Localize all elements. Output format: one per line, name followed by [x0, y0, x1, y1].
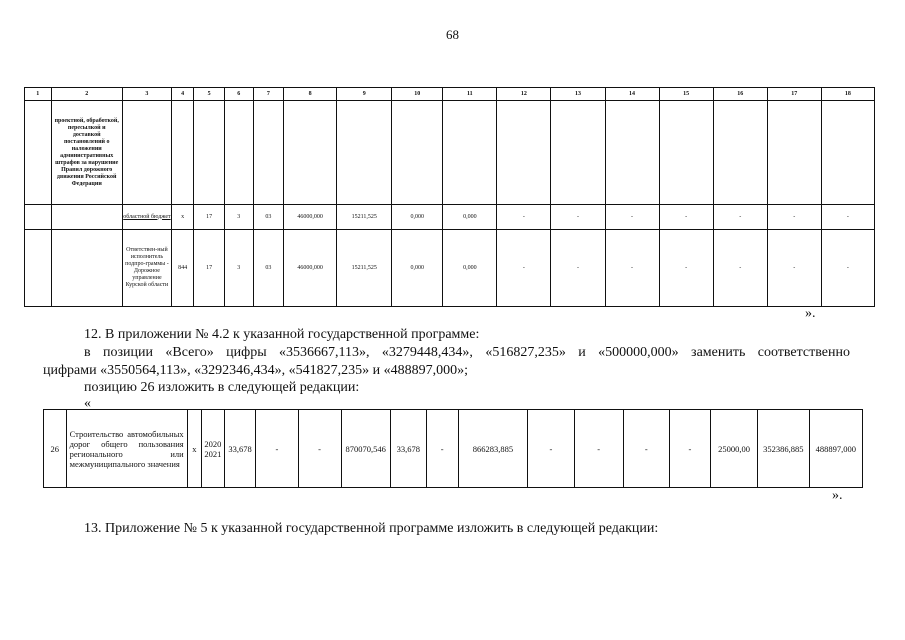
table-cell: 488897,000: [809, 410, 863, 488]
table-cell: 03: [253, 205, 284, 230]
page-number: 68: [446, 27, 459, 42]
table-cell: -: [767, 230, 821, 307]
table-cell: 15211,525: [337, 205, 392, 230]
table-cell: -: [821, 230, 874, 307]
table-cell: 3: [224, 205, 253, 230]
table-cell: -: [497, 205, 551, 230]
table-cell: -: [574, 410, 623, 488]
position-number: 26: [44, 410, 67, 488]
header-cell: 5: [194, 88, 225, 101]
table-cell: 870070,546: [341, 410, 390, 488]
opening-quote: «: [84, 396, 91, 411]
table-cell: 0,000: [443, 205, 497, 230]
paragraph-12-text-cont: цифрами «3550564,113», «3292346,434», «541827,235» и «488897,000»;: [43, 363, 468, 378]
header-cell: 10: [392, 88, 443, 101]
closing-quote: ».: [832, 488, 843, 503]
table-cell: -: [605, 230, 659, 307]
years-cell: 2020 2021: [202, 410, 225, 488]
paragraph-12-heading: 12. В приложении № 4.2 к указанной государственной программе:: [84, 327, 480, 342]
table-cell: х: [187, 410, 201, 488]
table-cell: -: [767, 205, 821, 230]
header-cell: 9: [337, 88, 392, 101]
table-cell: -: [426, 410, 458, 488]
table-cell: -: [713, 205, 767, 230]
budget-table: [24, 87, 875, 307]
header-cell: 11: [443, 88, 497, 101]
paragraph-13: 13. Приложение № 5 к указанной государственной программе изложить в следующей редакции:: [84, 521, 659, 536]
closing-quote: ».: [805, 306, 816, 321]
table-cell: 0,000: [392, 205, 443, 230]
header-cell: 3: [122, 88, 171, 101]
table-cell: -: [528, 410, 574, 488]
header-cell: 6: [224, 88, 253, 101]
table-row: [25, 205, 875, 230]
header-cell: 17: [767, 88, 821, 101]
table-cell: -: [669, 410, 710, 488]
position-26-table: [43, 409, 863, 488]
table-cell: 33,678: [224, 410, 256, 488]
source-label: областной бюджет: [122, 205, 171, 230]
header-cell: 18: [821, 88, 874, 101]
table-cell: -: [256, 410, 298, 488]
paragraph-12-instruction: позицию 26 изложить в следующей редакции:: [84, 380, 360, 395]
header-cell: 12: [497, 88, 551, 101]
table-cell: -: [497, 230, 551, 307]
table-cell: 0,000: [392, 230, 443, 307]
position-description: Строительство автомобильных дорог общего пользования регионального или межмуниципального значения: [66, 410, 187, 488]
program-description: проектной, обработкой, пересылкой и доставкой постановлений о наложении административных штрафов за нарушение Правил дорожного движения Российской Федерации: [51, 101, 122, 205]
table-cell: 46000,000: [284, 230, 337, 307]
table-cell: 33,678: [390, 410, 426, 488]
table-cell: 844: [171, 230, 193, 307]
table-cell: 46000,000: [284, 205, 337, 230]
table-cell: 15211,525: [337, 230, 392, 307]
header-cell: 16: [713, 88, 767, 101]
table-cell: 17: [194, 230, 225, 307]
paragraph-12-text: в позиции «Всего» цифры «3536667,113», «3279448,434», «516827,235» и «500000,000» заменить соответственно: [84, 345, 850, 360]
header-cell: 13: [551, 88, 605, 101]
table-cell: -: [551, 205, 605, 230]
header-cell: 1: [25, 88, 52, 101]
table-cell: 17: [194, 205, 225, 230]
table-cell: 0,000: [443, 230, 497, 307]
table-row: [25, 230, 875, 307]
table-cell: -: [298, 410, 341, 488]
header-cell: 4: [171, 88, 193, 101]
table-cell: х: [171, 205, 193, 230]
table-cell: -: [623, 410, 669, 488]
table-row: [25, 101, 875, 205]
table-cell: 25000,00: [710, 410, 757, 488]
table-cell: -: [659, 205, 713, 230]
table-row: [44, 410, 863, 488]
header-cell: 8: [284, 88, 337, 101]
table-cell: -: [659, 230, 713, 307]
table-cell: -: [605, 205, 659, 230]
table-cell: 352386,885: [758, 410, 809, 488]
header-cell: 15: [659, 88, 713, 101]
table-cell: -: [551, 230, 605, 307]
header-cell: 2: [51, 88, 122, 101]
header-cell: 14: [605, 88, 659, 101]
header-cell: 7: [253, 88, 284, 101]
table-cell: 3: [224, 230, 253, 307]
executor-label: Ответствен-ный исполнитель подпро-граммы - Дорожное управление Курской области: [122, 230, 171, 307]
table-cell: 03: [253, 230, 284, 307]
table-cell: 866283,885: [458, 410, 528, 488]
table-cell: -: [821, 205, 874, 230]
table-cell: -: [713, 230, 767, 307]
